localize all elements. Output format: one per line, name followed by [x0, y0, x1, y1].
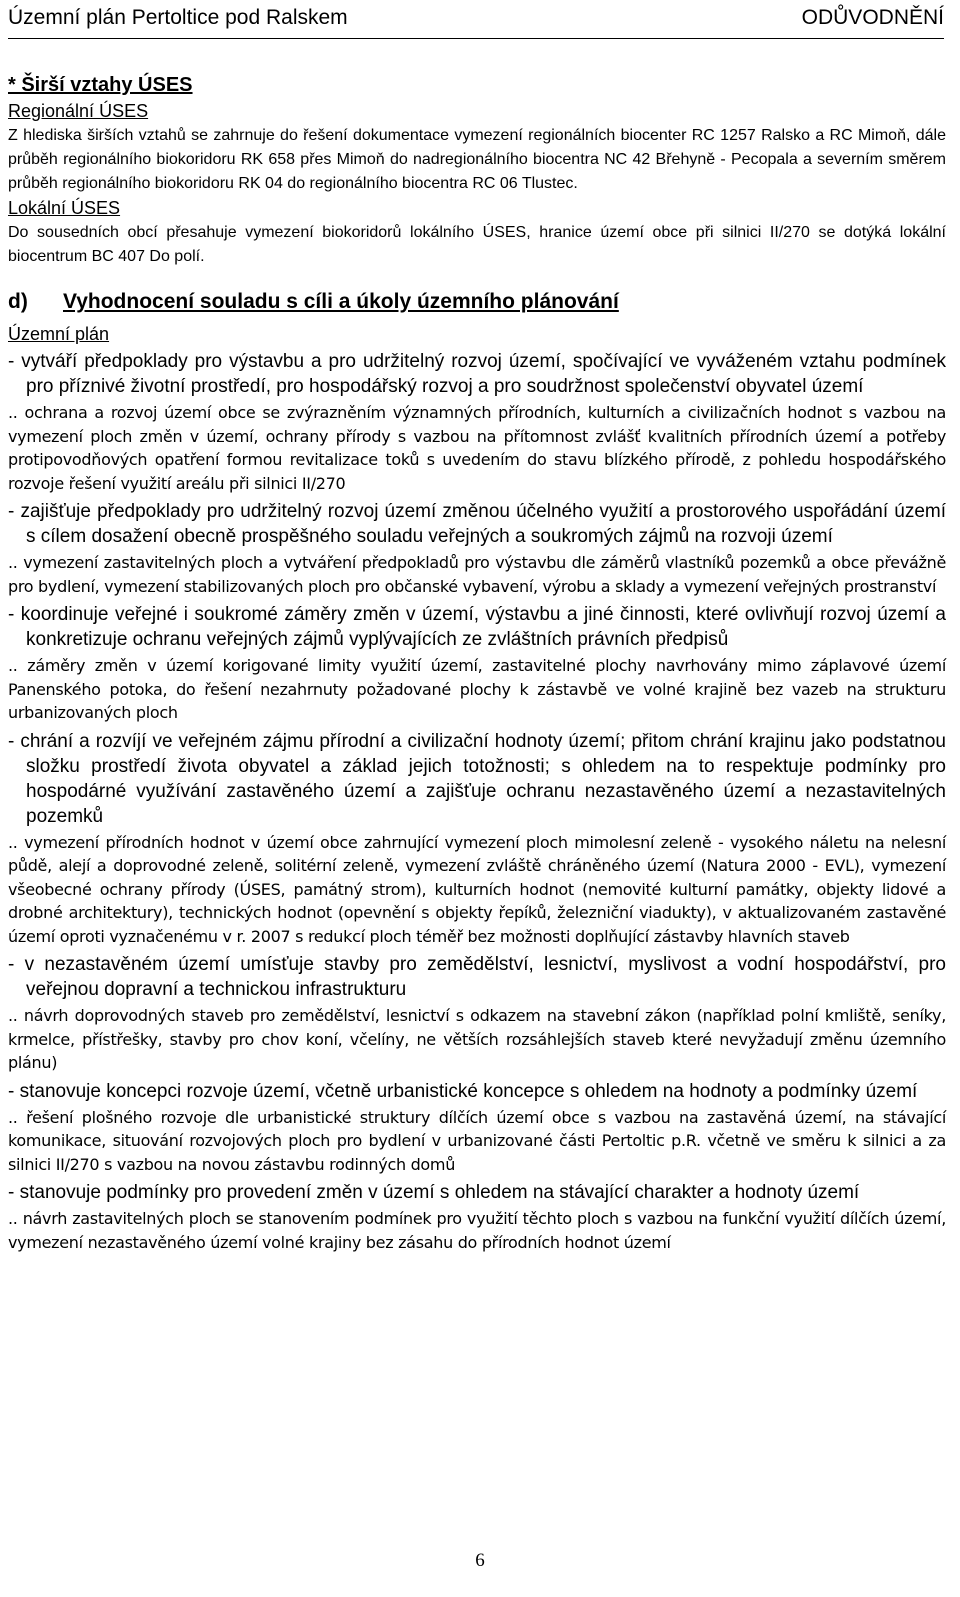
list-item — [8, 1079, 946, 1177]
goal-bullet: - zajišťuje předpoklady pro udržitelný rozvoj území změnou účelného využití a prostorového uspořádání území s cílem dosažení obecně prospěšného souladu veřejných a soukromých zájmů na rozvoji území — [8, 501, 946, 547]
goal-bullet: - chrání a rozvíjí ve veřejném zájmu přírodní a civilizační hodnoty území; přitom chrání krajinu jako podstatnou složku prostředí života obyvatel a základ jejich totožnosti; s ohledem na to respektuje podmínky pro hospodárné využívání zastavěného území a zajišťuje ochranu nezastavěného území a nezastavitelných pozemků — [8, 730, 946, 827]
goal-bullet: - stanovuje koncepci rozvoje území, včetně urbanistické koncepce s ohledem na hodnoty a podmínky území — [8, 1080, 918, 1102]
section-d-heading — [8, 287, 946, 317]
goal-note: .. vymezení zastavitelných ploch a vytváření předpokladů pro výstavbu dle záměrů vlastníků pozemků a obce převážně pro bydlení, vymezení stabilizovaných ploch pro občanské vybavení, výrobu a sklady a vymezení veřejných prostranství — [8, 553, 946, 596]
goal-note: .. záměry změn v území korigované limity využití území, zastavitelné plochy navrhovány mimo záplavové území Panenského potoka, do řešení nezahrnuty požadované plochy k zástavbě ve volné krajině bez vazeb na strukturu urbanizovaných ploch — [8, 656, 946, 722]
wider-relations-title: * Širší vztahy ÚSES — [8, 74, 193, 96]
goal-bullet: - vytváří předpoklady pro výstavbu a pro udržitelný rozvoj území, spočívající ve vyváženém vztahu podmínek pro příznivé životní prostředí, pro hospodářský rozvoj a pro soudržnost společenství obyvatel území — [8, 351, 946, 397]
list-item — [8, 729, 946, 949]
section-d-subheading: Územní plán — [8, 324, 110, 344]
header-document-title: Územní plán Pertoltice pod Ralskem — [8, 6, 348, 29]
goal-bullet: - v nezastavěném území umísťuje stavby pro zemědělství, lesnictví, myslivost a vodní hospodářství, pro veřejnou dopravní a technickou infrastrukturu — [8, 954, 946, 1000]
list-item — [8, 952, 946, 1075]
goal-note: .. řešení plošného rozvoje dle urbanistické struktury dílčích území obce s vazbou na zastavěná území, na stávající komunikace, situování rozvojových ploch pro bydlení v urbanizované části Pertoltic p.R. včetně ve směru k silnici a za silnici II/270 s vazbou na novou zástavbu rodinných domů — [8, 1107, 946, 1174]
local-uses-heading: Lokální ÚSES — [8, 198, 121, 218]
goal-note: .. vymezení přírodních hodnot v území obce zahrnující vymezení ploch mimolesní zeleně - vysokého náletu na nelesní půdě, alejí a doprovodné zeleně, solitérní zeleně, vymezení zvláště chráněného území (Natura 2000 - EVL), vymezení všeobecné ochrany přírody (ÚSES, památný strom), kulturních hodnot (nemovité kulturní památky, objekty lidové a drobné architektury), technických hodnot (opevnění s objekty řepíků, železniční viadukty), v aktualizovaném zastavěné území oproti vyznačenému v r. 2007 s redukcí ploch téměř bez možnosti doplňující zástavby hlavních staveb — [8, 832, 946, 946]
page-header — [8, 4, 944, 39]
page-content — [8, 72, 946, 1258]
local-uses-text: Do sousedních obcí přesahuje vymezení biokoridorů lokálního ÚSES, hranice území obce při silnici II/270 se dotýká lokální biocentrum BC 407 Do polí. — [8, 224, 946, 265]
goal-note: .. návrh zastavitelných ploch se stanovením podmínek pro využití těchto ploch s vazbou na funkční využití dílčích území, vymezení nezastavěného území volné krajiny bez zásahu do přírodních hodnot území — [8, 1209, 946, 1252]
regional-uses-text: Z hlediska širších vztahů se zahrnuje do řešení dokumentace vymezení regionálních biocenter RC 1257 Ralsko a RC Mimoň, dále průběh regionálního biokoridoru RK 658 přes Mimoň do nadregionálního biocentra NC 42 Břehyně - Pecopala a severním směrem průběh regionálního biokoridoru RK 04 do regionálního biocentra RC 06 Tlustec. — [8, 127, 946, 192]
goal-bullet: - stanovuje podmínky pro provedení změn v území s ohledem na stávající charakter a hodnoty území — [8, 1182, 860, 1203]
page-number: 6 — [475, 1550, 485, 1571]
section-d-letter: d) — [8, 290, 28, 313]
header-section-label: ODŮVODNĚNÍ — [801, 6, 944, 29]
list-item — [8, 1180, 946, 1254]
goal-note: .. ochrana a rozvoj území obce se zvýrazněním významných přírodních, kulturních a civilizačních hodnot s vazbou na vymezení ploch změn v území, ochrany přírody s vazbou na přítomnost zvlášť kvalitních přírodních území a potřeby protipovodňových opatření formou revitalizace toků s uvedením do stavu blízkého přírodě, z pohledu hospodářského rozvoje řešení využití areálu při silnici II/270 — [8, 403, 946, 493]
list-item — [8, 349, 946, 495]
section-d-list — [8, 349, 946, 1254]
regional-uses-heading: Regionální ÚSES — [8, 101, 149, 121]
list-item — [8, 602, 946, 725]
list-item — [8, 499, 946, 598]
section-d-title: Vyhodnocení souladu s cíli a úkoly územního plánování — [63, 290, 619, 313]
goal-note: .. návrh doprovodných staveb pro zemědělství, lesnictví s odkazem na stavební zákon (například polní kmliště, seníky, krmelce, přístřešky, stavby pro chov koní, včelíny, ne větších rozsáhlejších staveb které nevyžadují změnu územního plánu) — [8, 1006, 946, 1072]
goal-bullet: - koordinuje veřejné i soukromé záměry změn v území, výstavbu a jiné činnosti, které ovlivňují rozvoj území a konkretizuje ochranu veřejných zájmů vyplývajících ze zvláštních právních předpisů — [8, 604, 946, 650]
